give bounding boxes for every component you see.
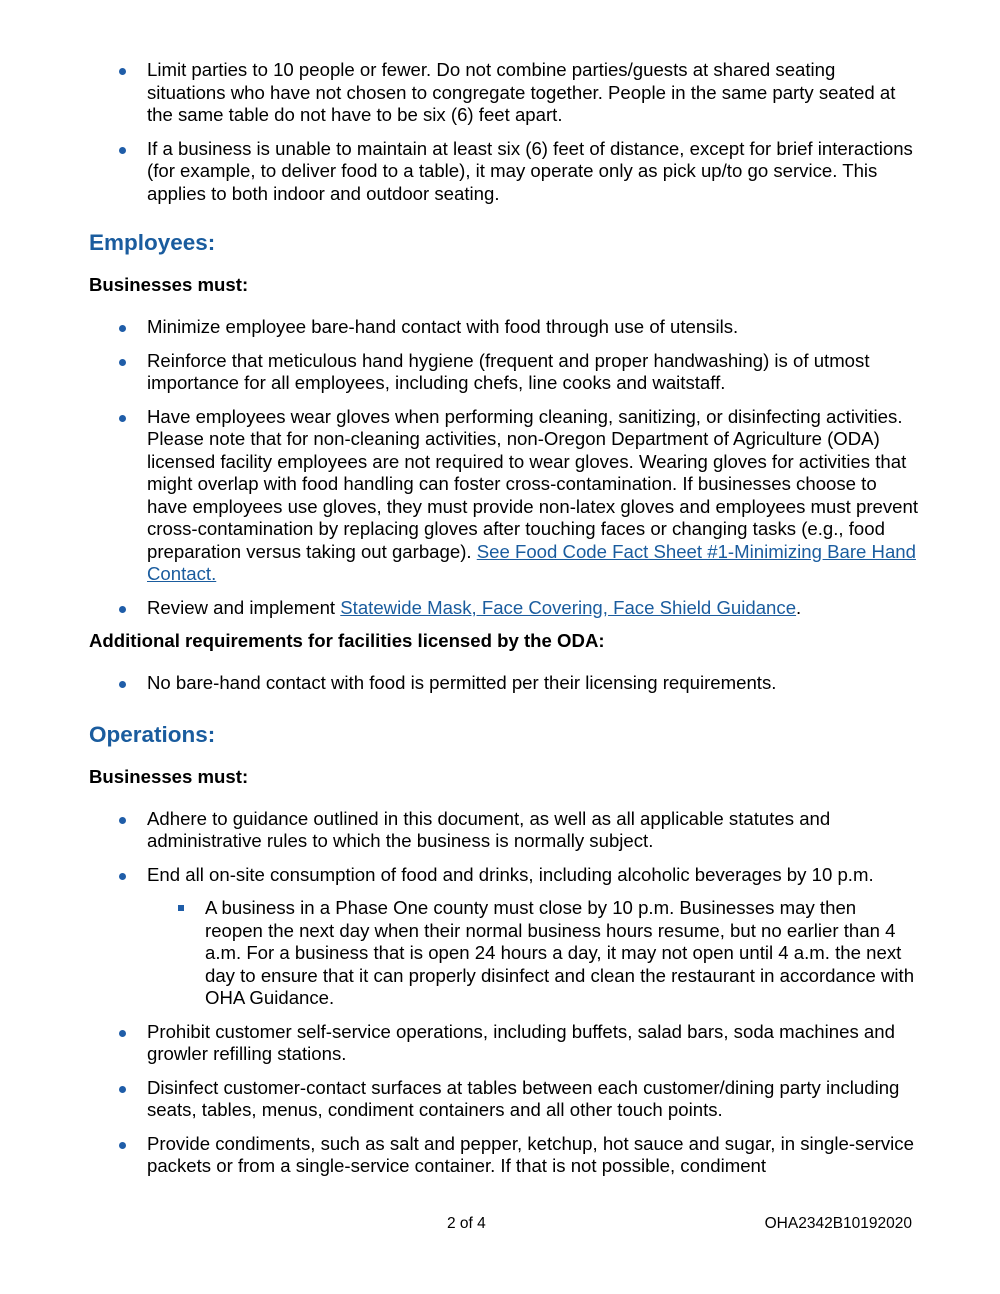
list-item [89,59,919,127]
document-code: OHA2342B10192020 [764,1215,912,1232]
employees-heading: Employees: [89,230,216,255]
bullet-text: No bare-hand contact with food is permitted per their licensing requirements. [147,672,777,693]
list-item [89,808,919,853]
mask-guidance-link[interactable]: Statewide Mask, Face Covering, Face Shield Guidance [340,596,797,618]
sub-bullet-list [147,897,919,1010]
list-item [89,138,919,206]
bullet-text: Adhere to guidance outlined in this document, as well as all applicable statutes and administrative rules to which the business is normally subject. [147,807,831,851]
page-content [89,59,919,1189]
bullet-dot-icon [119,325,126,332]
bullet-dot-icon [119,1086,126,1093]
bullet-dot-icon [119,68,126,75]
bullet-dot-icon [119,873,126,880]
list-item [89,1077,919,1122]
bullet-dot-icon [119,359,126,366]
bullet-text: Limit parties to 10 people or fewer. Do not combine parties/guests at shared seating situations who have not chosen to congregate together. People in the same party seated at the same table do not have to be six (6) feet apart. [147,59,896,125]
employees-subheading: Businesses must: [89,274,249,295]
bullet-text: Minimize employee bare-hand contact with food through use of utensils. [147,316,739,337]
list-item [89,350,919,395]
oda-subheading: Additional requirements for facilities licensed by the ODA: [89,630,605,651]
intro-bullet-list [89,59,919,205]
bullet-dot-icon [119,1030,126,1037]
list-item [89,406,919,586]
oda-bullet-list [89,672,919,695]
bullet-dot-icon [119,1142,126,1149]
square-bullet-icon [178,905,184,911]
bullet-dot-icon [119,606,126,613]
list-item [89,672,919,695]
bullet-text: Provide condiments, such as salt and pepper, ketchup, hot sauce and sugar, in single-service packets or from a single-service container. If that is not possible, condiment [147,1132,914,1176]
bullet-text: Disinfect customer-contact surfaces at tables between each customer/dining party including seats, tables, menus, condiment containers and all other touch points. [147,1076,900,1120]
list-item [89,597,919,620]
list-item [89,864,919,1010]
operations-subheading: Businesses must: [89,765,249,787]
page-number: 2 of 4 [447,1215,486,1232]
list-item [89,1021,919,1066]
bullet-dot-icon [119,147,126,154]
list-item [89,316,919,339]
operations-heading: Operations: [89,721,216,747]
sub-bullet-text: A business in a Phase One county must close by 10 p.m. Businesses may then reopen the next day when their normal business hours resume, but no earlier than 4 a.m. For a business that is open 24 hours a day, it may not open until 4 a.m. the next day to ensure that it can properly disinfect and clean the restaurant in accordance with OHA Guidance. [205,897,915,1008]
bullet-dot-icon [119,415,126,422]
bullet-text: Reinforce that meticulous hand hygiene (frequent and proper handwashing) is of utmost importance for all employees, including chefs, line cooks and waitstaff. [147,349,870,393]
bullet-dot-icon [119,681,126,688]
bullet-text: End all on-site consumption of food and drinks, including alcoholic beverages by 10 p.m. [147,863,874,885]
bullet-text: If a business is unable to maintain at least six (6) feet of distance, except for brief interactions (for example, to deliver food to a table), it may operate only as pick up/to go service. This applies to both indoor and outdoor seating. [147,137,913,204]
bullet-text-suffix: . [796,596,802,618]
employees-bullet-list [89,316,919,619]
food-code-fact-sheet-link[interactable]: See Food Code Fact Sheet #1-Minimizing Bare Hand Contact. [147,540,916,584]
bullet-dot-icon [119,817,126,824]
bullet-text: Have employees wear gloves when performing cleaning, sanitizing, or disinfecting activities. Please note that for non-cleaning activities, non-Oregon Department of Agriculture (ODA) licensed facility employees are not required to wear gloves. Wearing gloves for activities that might overlap with food handling can foster cross-contamination. If businesses choose to have employees use gloves, they must provide non-latex gloves and employees must prevent cross-contamination by replacing gloves after touching faces or changing tasks (e.g., food preparation versus taking out garbage). [147,405,919,562]
bullet-text: Prohibit customer self-service operations, including buffets, salad bars, soda machines and growler refilling stations. [147,1020,895,1064]
operations-bullet-list [89,808,919,1178]
bullet-text: Review and implement [147,596,341,618]
sub-list-item [147,897,919,1010]
list-item [89,1133,919,1178]
